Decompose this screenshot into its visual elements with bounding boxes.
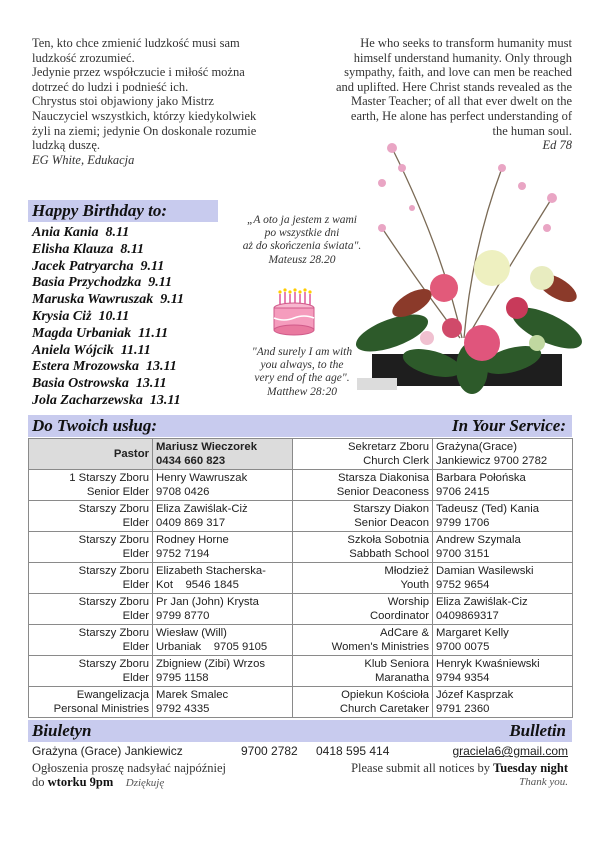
service-role: Pastor bbox=[29, 439, 153, 470]
service-contact: Grażyna(Grace) Jankiewicz 9700 2782 bbox=[433, 439, 573, 470]
notice-polish-line2 bbox=[32, 775, 292, 790]
service-row bbox=[29, 439, 573, 470]
quote-polish-line: dotrzeć do ludzi i podnieść ich. bbox=[32, 79, 189, 94]
service-role: Starszy Zboru Elder bbox=[29, 532, 153, 563]
service-row bbox=[29, 563, 573, 594]
service-row bbox=[29, 501, 573, 532]
service-role: AdCare & Women's Ministries bbox=[293, 625, 433, 656]
service-role: Starszy Zboru Elder bbox=[29, 594, 153, 625]
service-role: Worship Coordinator bbox=[293, 594, 433, 625]
service-contact: Mariusz Wieczorek 0434 660 823 bbox=[153, 439, 293, 470]
birthday-entry: Jola Zacharzewska 13.11 bbox=[32, 392, 181, 408]
service-contact: Andrew Szymala 9700 3151 bbox=[433, 532, 573, 563]
quote-polish bbox=[32, 36, 294, 167]
quote-english-line: the human soul. bbox=[492, 123, 572, 138]
service-role: Opiekun Kościoła Church Caretaker bbox=[293, 687, 433, 718]
birthday-entry: Magda Urbaniak 11.11 bbox=[32, 325, 169, 341]
bulletin-title-polish: Biuletyn bbox=[32, 721, 92, 740]
service-header bbox=[28, 415, 572, 437]
bulletin-email-link[interactable]: graciela6@gmail.com bbox=[452, 744, 568, 758]
service-row bbox=[29, 470, 573, 501]
quote-english-line: himself understand humanity. Only through bbox=[353, 50, 572, 65]
birthday-entry: Ania Kania 8.11 bbox=[32, 225, 130, 240]
bulletin-title-english: Bulletin bbox=[509, 721, 566, 740]
matthew-polish-line: „A oto ja jestem z wami bbox=[246, 214, 357, 226]
birthday-entry: Estera Mrozowska 13.11 bbox=[32, 359, 177, 375]
quote-english-line: He who seeks to transform humanity must bbox=[360, 36, 572, 50]
matthew-english-line: you always, to the bbox=[260, 359, 344, 372]
quote-english-source: Ed 78 bbox=[542, 138, 572, 153]
service-contact: Zbigniew (Zibi) Wrzos 9795 1158 bbox=[153, 656, 293, 687]
birthday-entry: Basia Ostrowska 13.11 bbox=[32, 376, 167, 392]
service-contact: Henry Wawruszak 9708 0426 bbox=[153, 470, 293, 501]
quote-polish-line: Nauczyciel wszystkich, którzy kiedykolwiek bbox=[32, 108, 257, 123]
service-contact: Henryk Kwaśniewski 9794 9354 bbox=[433, 656, 573, 687]
birthday-entry: Maruska Wawruszak 9.11 bbox=[32, 292, 184, 308]
matthew-polish-line: po wszystkie dni bbox=[264, 227, 340, 240]
birthday-entry: Aniela Wójcik 11.11 bbox=[32, 342, 151, 358]
notice-polish-thanks: Dziękuję bbox=[125, 777, 165, 789]
notice-english bbox=[300, 761, 568, 789]
matthew-english-line: Matthew 28:20 bbox=[267, 385, 337, 398]
quote-english-line: earth, He alone has perfect understanding of bbox=[350, 108, 572, 123]
bulletin-contact-name: Grażyna (Grace) Jankiewicz bbox=[32, 744, 183, 758]
service-title-english: In Your Service: bbox=[452, 416, 566, 435]
birthday-header: Happy Birthday to: bbox=[28, 200, 218, 222]
birthday-cake-icon bbox=[272, 288, 316, 336]
service-role: 1 Starszy Zboru Senior Elder bbox=[29, 470, 153, 501]
service-contact: Wiesław (Will) Urbaniak 9705 9105 bbox=[153, 625, 293, 656]
notice-english-thanks: Thank you. bbox=[519, 776, 568, 788]
quote-polish-line: ludzkość zrozumieć. bbox=[32, 50, 135, 65]
notice-polish-prefix: do bbox=[32, 775, 48, 789]
service-row bbox=[29, 532, 573, 563]
quote-polish-line: Jedynie przez współczucie i miłość można bbox=[32, 65, 245, 80]
quote-english-line: sympathy, faith, and love can men be reached bbox=[344, 65, 572, 80]
birthday-entry: Krysia Ciż 10.11 bbox=[32, 308, 130, 324]
matthew-english-line: "And surely I am with bbox=[251, 346, 353, 358]
service-row bbox=[29, 625, 573, 656]
service-role: Ewangelizacja Personal Ministries bbox=[29, 687, 153, 718]
service-role: Starszy Zboru Elder bbox=[29, 625, 153, 656]
service-role: Starszy Zboru Elder bbox=[29, 656, 153, 687]
service-role: Klub Seniora Maranatha bbox=[293, 656, 433, 687]
notice-polish-deadline: wtorku 9pm bbox=[47, 775, 114, 789]
service-role: Starszy Zboru Elder bbox=[29, 501, 153, 532]
notice-polish bbox=[32, 761, 292, 790]
service-contact: Margaret Kelly 9700 0075 bbox=[433, 625, 573, 656]
service-contact: Józef Kasprzak 9791 2360 bbox=[433, 687, 573, 718]
service-directory-table bbox=[28, 438, 573, 718]
notice-english-deadline: Tuesday night bbox=[493, 761, 568, 775]
matthew-polish-line: aż do skończenia świata". bbox=[242, 240, 362, 253]
quote-english-line: and uplifted. Here Christ stands revealed as the bbox=[335, 79, 572, 94]
service-contact: Damian Wasilewski 9752 9654 bbox=[433, 563, 573, 594]
service-role: Starszy Zboru Elder bbox=[29, 563, 153, 594]
notice-english-prefix: Please submit all notices by bbox=[351, 761, 494, 775]
quote-polish-line: żyli na ziemi; jedynie On doskonale rozumie bbox=[32, 123, 257, 138]
service-contact: Eliza Zawiślak-Ciż 0409 869 317 bbox=[153, 501, 293, 532]
service-role: Starszy Diakon Senior Deacon bbox=[293, 501, 433, 532]
service-title-polish: Do Twoich usług: bbox=[32, 416, 158, 435]
service-contact: Tadeusz (Ted) Kania 9799 1706 bbox=[433, 501, 573, 532]
bulletin-header bbox=[28, 720, 572, 742]
flower-arrangement-image bbox=[352, 128, 588, 412]
notice-polish-line1: Ogłoszenia proszę nadsyłać najpóźniej bbox=[32, 761, 227, 775]
quote-polish-line: ludzką duszę. bbox=[32, 138, 101, 153]
service-row bbox=[29, 687, 573, 718]
service-role: Szkoła Sobotnia Sabbath School bbox=[293, 532, 433, 563]
service-contact: Elizabeth Stacherska- Kot 9546 1845 bbox=[153, 563, 293, 594]
notice-english-line1 bbox=[300, 761, 568, 775]
quote-english-line: Master Teacher; of all that ever dwelt on the bbox=[350, 94, 572, 109]
matthew-english-line: very end of the age". bbox=[254, 372, 350, 385]
birthday-list bbox=[32, 225, 184, 410]
service-contact: Barbara Połońska 9706 2415 bbox=[433, 470, 573, 501]
service-contact: Pr Jan (John) Krysta 9799 8770 bbox=[153, 594, 293, 625]
quote-polish-line: Ten, kto chce zmienić ludzkość musi sam bbox=[32, 36, 240, 50]
quote-polish-source: EG White, Edukacja bbox=[32, 152, 135, 167]
service-role: Sekretarz Zboru Church Clerk bbox=[293, 439, 433, 470]
service-row bbox=[29, 656, 573, 687]
service-contact: Rodney Horne 9752 7194 bbox=[153, 532, 293, 563]
service-role: Starsza Diakonisa Senior Deaconess bbox=[293, 470, 433, 501]
birthday-entry: Jacek Patryarcha 9.11 bbox=[32, 258, 165, 274]
service-role: Młodzież Youth bbox=[293, 563, 433, 594]
bulletin-phone-1: 9700 2782 bbox=[241, 744, 298, 758]
birthday-entry: Basia Przychodzka 9.11 bbox=[32, 275, 173, 291]
quote-polish-line: Chrystus stoi objawiony jako Mistrz bbox=[32, 94, 214, 109]
matthew-polish-line: Mateusz 28.20 bbox=[268, 253, 336, 266]
service-row bbox=[29, 594, 573, 625]
bulletin-phone-2: 0418 595 414 bbox=[316, 744, 390, 758]
service-contact: Eliza Zawiślak-Ciz 0409869317 bbox=[433, 594, 573, 625]
birthday-entry: Elisha Klauza 8.11 bbox=[32, 241, 145, 257]
service-contact: Marek Smalec 9792 4335 bbox=[153, 687, 293, 718]
